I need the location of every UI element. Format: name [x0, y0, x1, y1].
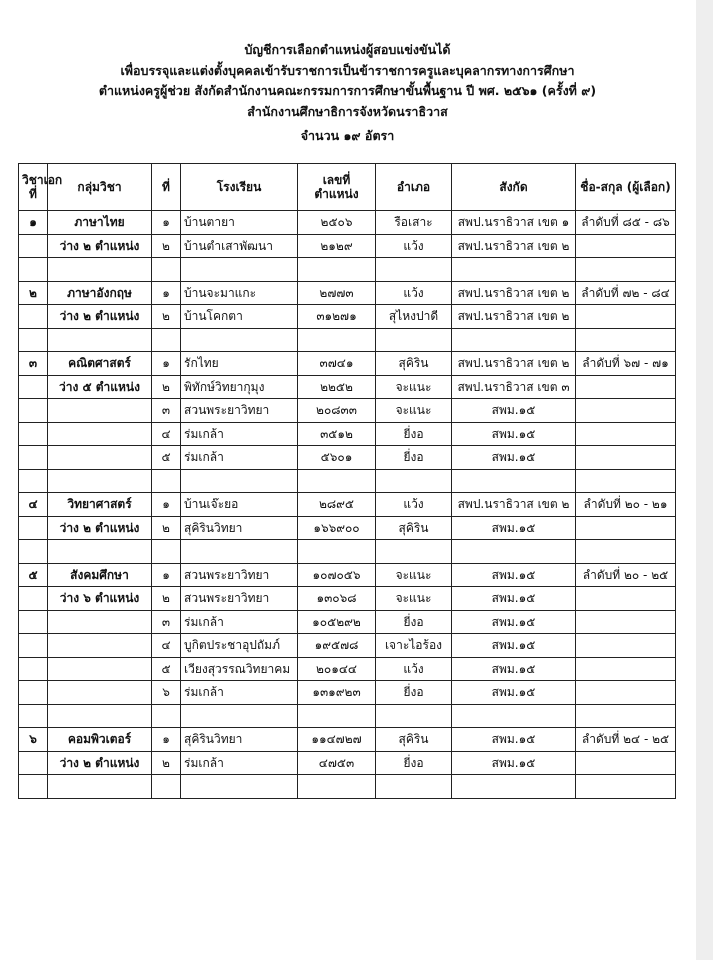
- empty-cell: [452, 328, 576, 352]
- empty-cell: [376, 258, 452, 282]
- school-name: สุคิรินวิทยา: [181, 728, 298, 752]
- table-row: [19, 399, 676, 423]
- header-idx: ที่: [152, 164, 181, 211]
- school-name: ร่มเกล้า: [181, 681, 298, 705]
- group-number: [19, 610, 48, 634]
- empty-cell: [48, 704, 152, 728]
- school-name: ร่มเกล้า: [181, 422, 298, 446]
- district-name: สุคิริน: [376, 516, 452, 540]
- subject-name: คณิตศาสตร์: [48, 352, 152, 376]
- district-name: แว้ง: [376, 234, 452, 258]
- affiliation: สพป.นราธิวาส เขต ๒: [452, 234, 576, 258]
- district-name: แว้ง: [376, 281, 452, 305]
- empty-cell: [298, 540, 376, 564]
- table-row: [19, 751, 676, 775]
- subject-name: ภาษาไทย: [48, 211, 152, 235]
- district-name: จะแนะ: [376, 563, 452, 587]
- empty-cell: [152, 540, 181, 564]
- group-number: [19, 634, 48, 658]
- header-district: อำเภอ: [376, 164, 452, 211]
- empty-cell: [376, 540, 452, 564]
- district-name: รือเสาะ: [376, 211, 452, 235]
- school-name: สุคิรินวิทยา: [181, 516, 298, 540]
- empty-cell: [452, 469, 576, 493]
- district-name: สุคิริน: [376, 352, 452, 376]
- empty-row: [19, 328, 676, 352]
- position-number: ๑๐๕๒๙๒: [298, 610, 376, 634]
- table-row: [19, 587, 676, 611]
- subject-cell: [48, 657, 152, 681]
- empty-cell: [48, 328, 152, 352]
- row-index: ๑: [152, 211, 181, 235]
- school-name: บ้านเจ๊ะยอ: [181, 493, 298, 517]
- position-number: ๓๕๑๒: [298, 422, 376, 446]
- row-index: ๒: [152, 516, 181, 540]
- empty-cell: [152, 775, 181, 799]
- school-name: บ้านตายา: [181, 211, 298, 235]
- district-name: ยี่งอ: [376, 751, 452, 775]
- district-name: จะแนะ: [376, 587, 452, 611]
- empty-cell: [19, 540, 48, 564]
- empty-cell: [452, 704, 576, 728]
- affiliation: สพม.๑๕: [452, 422, 576, 446]
- position-count: จำนวน ๑๙ อัตรา: [300, 128, 395, 144]
- empty-cell: [19, 704, 48, 728]
- row-index: ๕: [152, 446, 181, 470]
- empty-cell: [19, 328, 48, 352]
- empty-cell: [298, 775, 376, 799]
- rank-range: [576, 681, 676, 705]
- rank-range: ลำดับที่ ๘๕ - ๘๖: [576, 211, 676, 235]
- affiliation: สพม.๑๕: [452, 751, 576, 775]
- table-row: [19, 516, 676, 540]
- subject-cell: [48, 634, 152, 658]
- school-name: บ้านโคกตา: [181, 305, 298, 329]
- subject-cell: [48, 681, 152, 705]
- affiliation: สพป.นราธิวาส เขต ๒: [452, 493, 576, 517]
- vacancy-count: ว่าง ๒ ตำแหน่ง: [48, 751, 152, 775]
- empty-cell: [152, 704, 181, 728]
- school-name: ร่มเกล้า: [181, 751, 298, 775]
- group-number: [19, 399, 48, 423]
- group-number: ๕: [19, 563, 48, 587]
- table-row: [19, 281, 676, 305]
- school-name: พิทักษ์วิทยากุมุง: [181, 375, 298, 399]
- affiliation: สพม.๑๕: [452, 516, 576, 540]
- subject-cell: [48, 446, 152, 470]
- group-number: [19, 305, 48, 329]
- rank-range: [576, 587, 676, 611]
- empty-cell: [298, 328, 376, 352]
- school-name: เวียงสุวรรณวิทยาคม: [181, 657, 298, 681]
- rank-range: [576, 751, 676, 775]
- rank-range: ลำดับที่ ๒๔ - ๒๕: [576, 728, 676, 752]
- group-number: ๓: [19, 352, 48, 376]
- table-row: [19, 563, 676, 587]
- scrollbar-track[interactable]: [696, 0, 713, 960]
- vacancy-count: ว่าง ๒ ตำแหน่ง: [48, 305, 152, 329]
- empty-cell: [152, 328, 181, 352]
- empty-cell: [181, 704, 298, 728]
- table-row: [19, 211, 676, 235]
- header-no: [19, 164, 63, 211]
- row-index: ๑: [152, 728, 181, 752]
- empty-cell: [181, 258, 298, 282]
- empty-cell: [576, 258, 676, 282]
- table-row: [19, 657, 676, 681]
- empty-cell: [48, 258, 152, 282]
- vacancy-count: ว่าง ๕ ตำแหน่ง: [48, 375, 152, 399]
- group-number: [19, 422, 48, 446]
- rank-range: [576, 234, 676, 258]
- position-number: ๒๑๒๙: [298, 234, 376, 258]
- position-number: ๑๐๗๐๕๖: [298, 563, 376, 587]
- district-name: ยี่งอ: [376, 446, 452, 470]
- header-subject: กลุ่มวิชา: [48, 164, 152, 211]
- row-index: ๕: [152, 657, 181, 681]
- title-line-4: สำนักงานศึกษาธิการจังหวัดนราธิวาส: [247, 103, 448, 119]
- district-name: สุไหงปาดี: [376, 305, 452, 329]
- affiliation: สพป.นราธิวาส เขต ๒: [452, 281, 576, 305]
- rank-range: ลำดับที่ ๒๐ - ๒๑: [576, 493, 676, 517]
- rank-range: [576, 305, 676, 329]
- empty-cell: [19, 258, 48, 282]
- district-name: ยี่งอ: [376, 610, 452, 634]
- position-number: ๓๗๔๑: [298, 352, 376, 376]
- title-line-1: บัญชีการเลือกตำแหน่งผู้สอบแข่งขันได้: [244, 42, 451, 57]
- position-number: ๒๒๕๒: [298, 375, 376, 399]
- table-row: [19, 610, 676, 634]
- empty-cell: [298, 469, 376, 493]
- affiliation: สพป.นราธิวาส เขต ๒: [452, 352, 576, 376]
- empty-cell: [298, 258, 376, 282]
- header-school: โรงเรียน: [181, 164, 298, 211]
- position-number: ๑๑๔๗๒๗: [298, 728, 376, 752]
- row-index: ๑: [152, 352, 181, 376]
- table-body: [19, 211, 676, 799]
- position-number: ๒๗๗๓: [298, 281, 376, 305]
- header-affiliation: สังกัด: [452, 164, 576, 211]
- school-name: บูกิตประชาอุปถัมภ์: [181, 634, 298, 658]
- empty-cell: [181, 775, 298, 799]
- affiliation: สพม.๑๕: [452, 681, 576, 705]
- district-name: แว้ง: [376, 657, 452, 681]
- subject-cell: [48, 610, 152, 634]
- subject-name: ภาษาอังกฤษ: [48, 281, 152, 305]
- title-line-2: เพื่อบรรจุและแต่งตั้งบุคคลเข้ารับราชการเป็นข้าราชการครูและบุคลากรทางการศึกษา: [120, 62, 575, 78]
- district-name: แว้ง: [376, 493, 452, 517]
- empty-row: [19, 540, 676, 564]
- school-name: บ้านตำเสาพัฒนา: [181, 234, 298, 258]
- row-index: ๒: [152, 751, 181, 775]
- group-number: [19, 751, 48, 775]
- affiliation: สพม.๑๕: [452, 657, 576, 681]
- affiliation: สพป.นราธิวาส เขต ๒: [452, 305, 576, 329]
- row-index: ๑: [152, 281, 181, 305]
- vacancy-count: ว่าง ๖ ตำแหน่ง: [48, 587, 152, 611]
- table-row: [19, 493, 676, 517]
- empty-cell: [181, 328, 298, 352]
- empty-cell: [576, 704, 676, 728]
- empty-cell: [181, 469, 298, 493]
- group-number: [19, 681, 48, 705]
- row-index: ๖: [152, 681, 181, 705]
- affiliation: สพม.๑๕: [452, 587, 576, 611]
- empty-cell: [452, 775, 576, 799]
- empty-cell: [48, 540, 152, 564]
- position-number: ๒๐๘๓๓: [298, 399, 376, 423]
- group-number: ๑: [19, 211, 48, 235]
- header-no-bottom: ที่: [29, 187, 37, 201]
- header-position: [298, 164, 376, 211]
- rank-range: [576, 634, 676, 658]
- group-number: [19, 375, 48, 399]
- row-index: ๒: [152, 234, 181, 258]
- rank-range: [576, 610, 676, 634]
- table-row: [19, 234, 676, 258]
- empty-cell: [298, 704, 376, 728]
- position-number: ๑๓๑๙๒๓: [298, 681, 376, 705]
- district-name: ยี่งอ: [376, 422, 452, 446]
- district-name: จะแนะ: [376, 375, 452, 399]
- empty-cell: [19, 469, 48, 493]
- empty-row: [19, 775, 676, 799]
- empty-row: [19, 704, 676, 728]
- empty-cell: [376, 328, 452, 352]
- rank-range: [576, 446, 676, 470]
- subject-name: คอมพิวเตอร์: [48, 728, 152, 752]
- school-name: สวนพระยาวิทยา: [181, 587, 298, 611]
- empty-cell: [152, 258, 181, 282]
- group-number: ๖: [19, 728, 48, 752]
- table-header-row: [19, 164, 676, 211]
- school-name: รักไทย: [181, 352, 298, 376]
- position-number: ๒๘๙๕: [298, 493, 376, 517]
- row-index: ๑: [152, 563, 181, 587]
- subject-name: วิทยาศาสตร์: [48, 493, 152, 517]
- subject-cell: [48, 399, 152, 423]
- row-index: ๓: [152, 399, 181, 423]
- rank-range: ลำดับที่ ๖๗ - ๗๑: [576, 352, 676, 376]
- affiliation: สพม.๑๕: [452, 610, 576, 634]
- position-number: ๕๖๐๑: [298, 446, 376, 470]
- header-rank: ชื่อ-สกุล (ผู้เลือก): [576, 164, 676, 211]
- table-row: [19, 375, 676, 399]
- vacancy-count: ว่าง ๒ ตำแหน่ง: [48, 234, 152, 258]
- header-position-top: เลขที่: [322, 173, 351, 187]
- group-number: [19, 446, 48, 470]
- position-number: ๑๙๕๗๘: [298, 634, 376, 658]
- group-number: [19, 516, 48, 540]
- table-row: [19, 728, 676, 752]
- empty-row: [19, 469, 676, 493]
- group-number: [19, 234, 48, 258]
- row-index: ๒: [152, 305, 181, 329]
- group-number: ๒: [19, 281, 48, 305]
- vacancy-count: ว่าง ๒ ตำแหน่ง: [48, 516, 152, 540]
- school-name: บ้านจะมาแกะ: [181, 281, 298, 305]
- rank-range: ลำดับที่ ๗๒ - ๘๔: [576, 281, 676, 305]
- header-no-top: วิชาเอก: [22, 173, 63, 187]
- empty-cell: [576, 775, 676, 799]
- row-index: ๔: [152, 634, 181, 658]
- affiliation: สพป.นราธิวาส เขต ๑: [452, 211, 576, 235]
- position-number: ๒๕๐๖: [298, 211, 376, 235]
- affiliation: สพม.๑๕: [452, 446, 576, 470]
- table-row: [19, 446, 676, 470]
- empty-cell: [376, 469, 452, 493]
- empty-cell: [576, 540, 676, 564]
- school-name: ร่มเกล้า: [181, 610, 298, 634]
- district-name: ยี่งอ: [376, 681, 452, 705]
- selection-table: [18, 163, 676, 799]
- position-number: ๑๖๖๙๐๐: [298, 516, 376, 540]
- school-name: ร่มเกล้า: [181, 446, 298, 470]
- rank-range: ลำดับที่ ๒๐ - ๒๕: [576, 563, 676, 587]
- position-number: ๓๑๒๗๑: [298, 305, 376, 329]
- affiliation: สพม.๑๕: [452, 563, 576, 587]
- rank-range: [576, 657, 676, 681]
- group-number: [19, 657, 48, 681]
- empty-cell: [376, 704, 452, 728]
- district-name: เจาะไอร้อง: [376, 634, 452, 658]
- district-name: สุคิริน: [376, 728, 452, 752]
- row-index: ๑: [152, 493, 181, 517]
- empty-row: [19, 258, 676, 282]
- empty-cell: [452, 540, 576, 564]
- table-row: [19, 422, 676, 446]
- rank-range: [576, 422, 676, 446]
- title-line-3: ตำแหน่งครูผู้ช่วย สังกัดสำนักงานคณะกรรมการการศึกษาขั้นพื้นฐาน ปี พศ. ๒๕๖๑ (ครั้งที่ ๙): [98, 83, 597, 99]
- school-name: สวนพระยาวิทยา: [181, 399, 298, 423]
- empty-cell: [576, 328, 676, 352]
- table-row: [19, 634, 676, 658]
- affiliation: สพม.๑๕: [452, 399, 576, 423]
- row-index: ๔: [152, 422, 181, 446]
- empty-cell: [48, 775, 152, 799]
- affiliation: สพม.๑๕: [452, 634, 576, 658]
- position-number: ๑๓๐๖๘: [298, 587, 376, 611]
- table-row: [19, 681, 676, 705]
- row-index: ๒: [152, 375, 181, 399]
- empty-cell: [376, 775, 452, 799]
- empty-cell: [452, 258, 576, 282]
- empty-cell: [181, 540, 298, 564]
- district-name: จะแนะ: [376, 399, 452, 423]
- table-row: [19, 352, 676, 376]
- affiliation: สพป.นราธิวาส เขต ๓: [452, 375, 576, 399]
- header-position-bottom: ตำแหน่ง: [314, 187, 359, 201]
- document-header: [20, 40, 675, 147]
- rank-range: [576, 375, 676, 399]
- subject-cell: [48, 422, 152, 446]
- position-number: ๒๐๑๔๔: [298, 657, 376, 681]
- row-index: ๒: [152, 587, 181, 611]
- group-number: [19, 587, 48, 611]
- table-row: [19, 305, 676, 329]
- position-number: ๔๗๕๓: [298, 751, 376, 775]
- rank-range: [576, 399, 676, 423]
- subject-name: สังคมศึกษา: [48, 563, 152, 587]
- empty-cell: [19, 775, 48, 799]
- empty-cell: [576, 469, 676, 493]
- group-number: ๔: [19, 493, 48, 517]
- empty-cell: [48, 469, 152, 493]
- rank-range: [576, 516, 676, 540]
- row-index: ๓: [152, 610, 181, 634]
- empty-cell: [152, 469, 181, 493]
- affiliation: สพม.๑๕: [452, 728, 576, 752]
- school-name: สวนพระยาวิทยา: [181, 563, 298, 587]
